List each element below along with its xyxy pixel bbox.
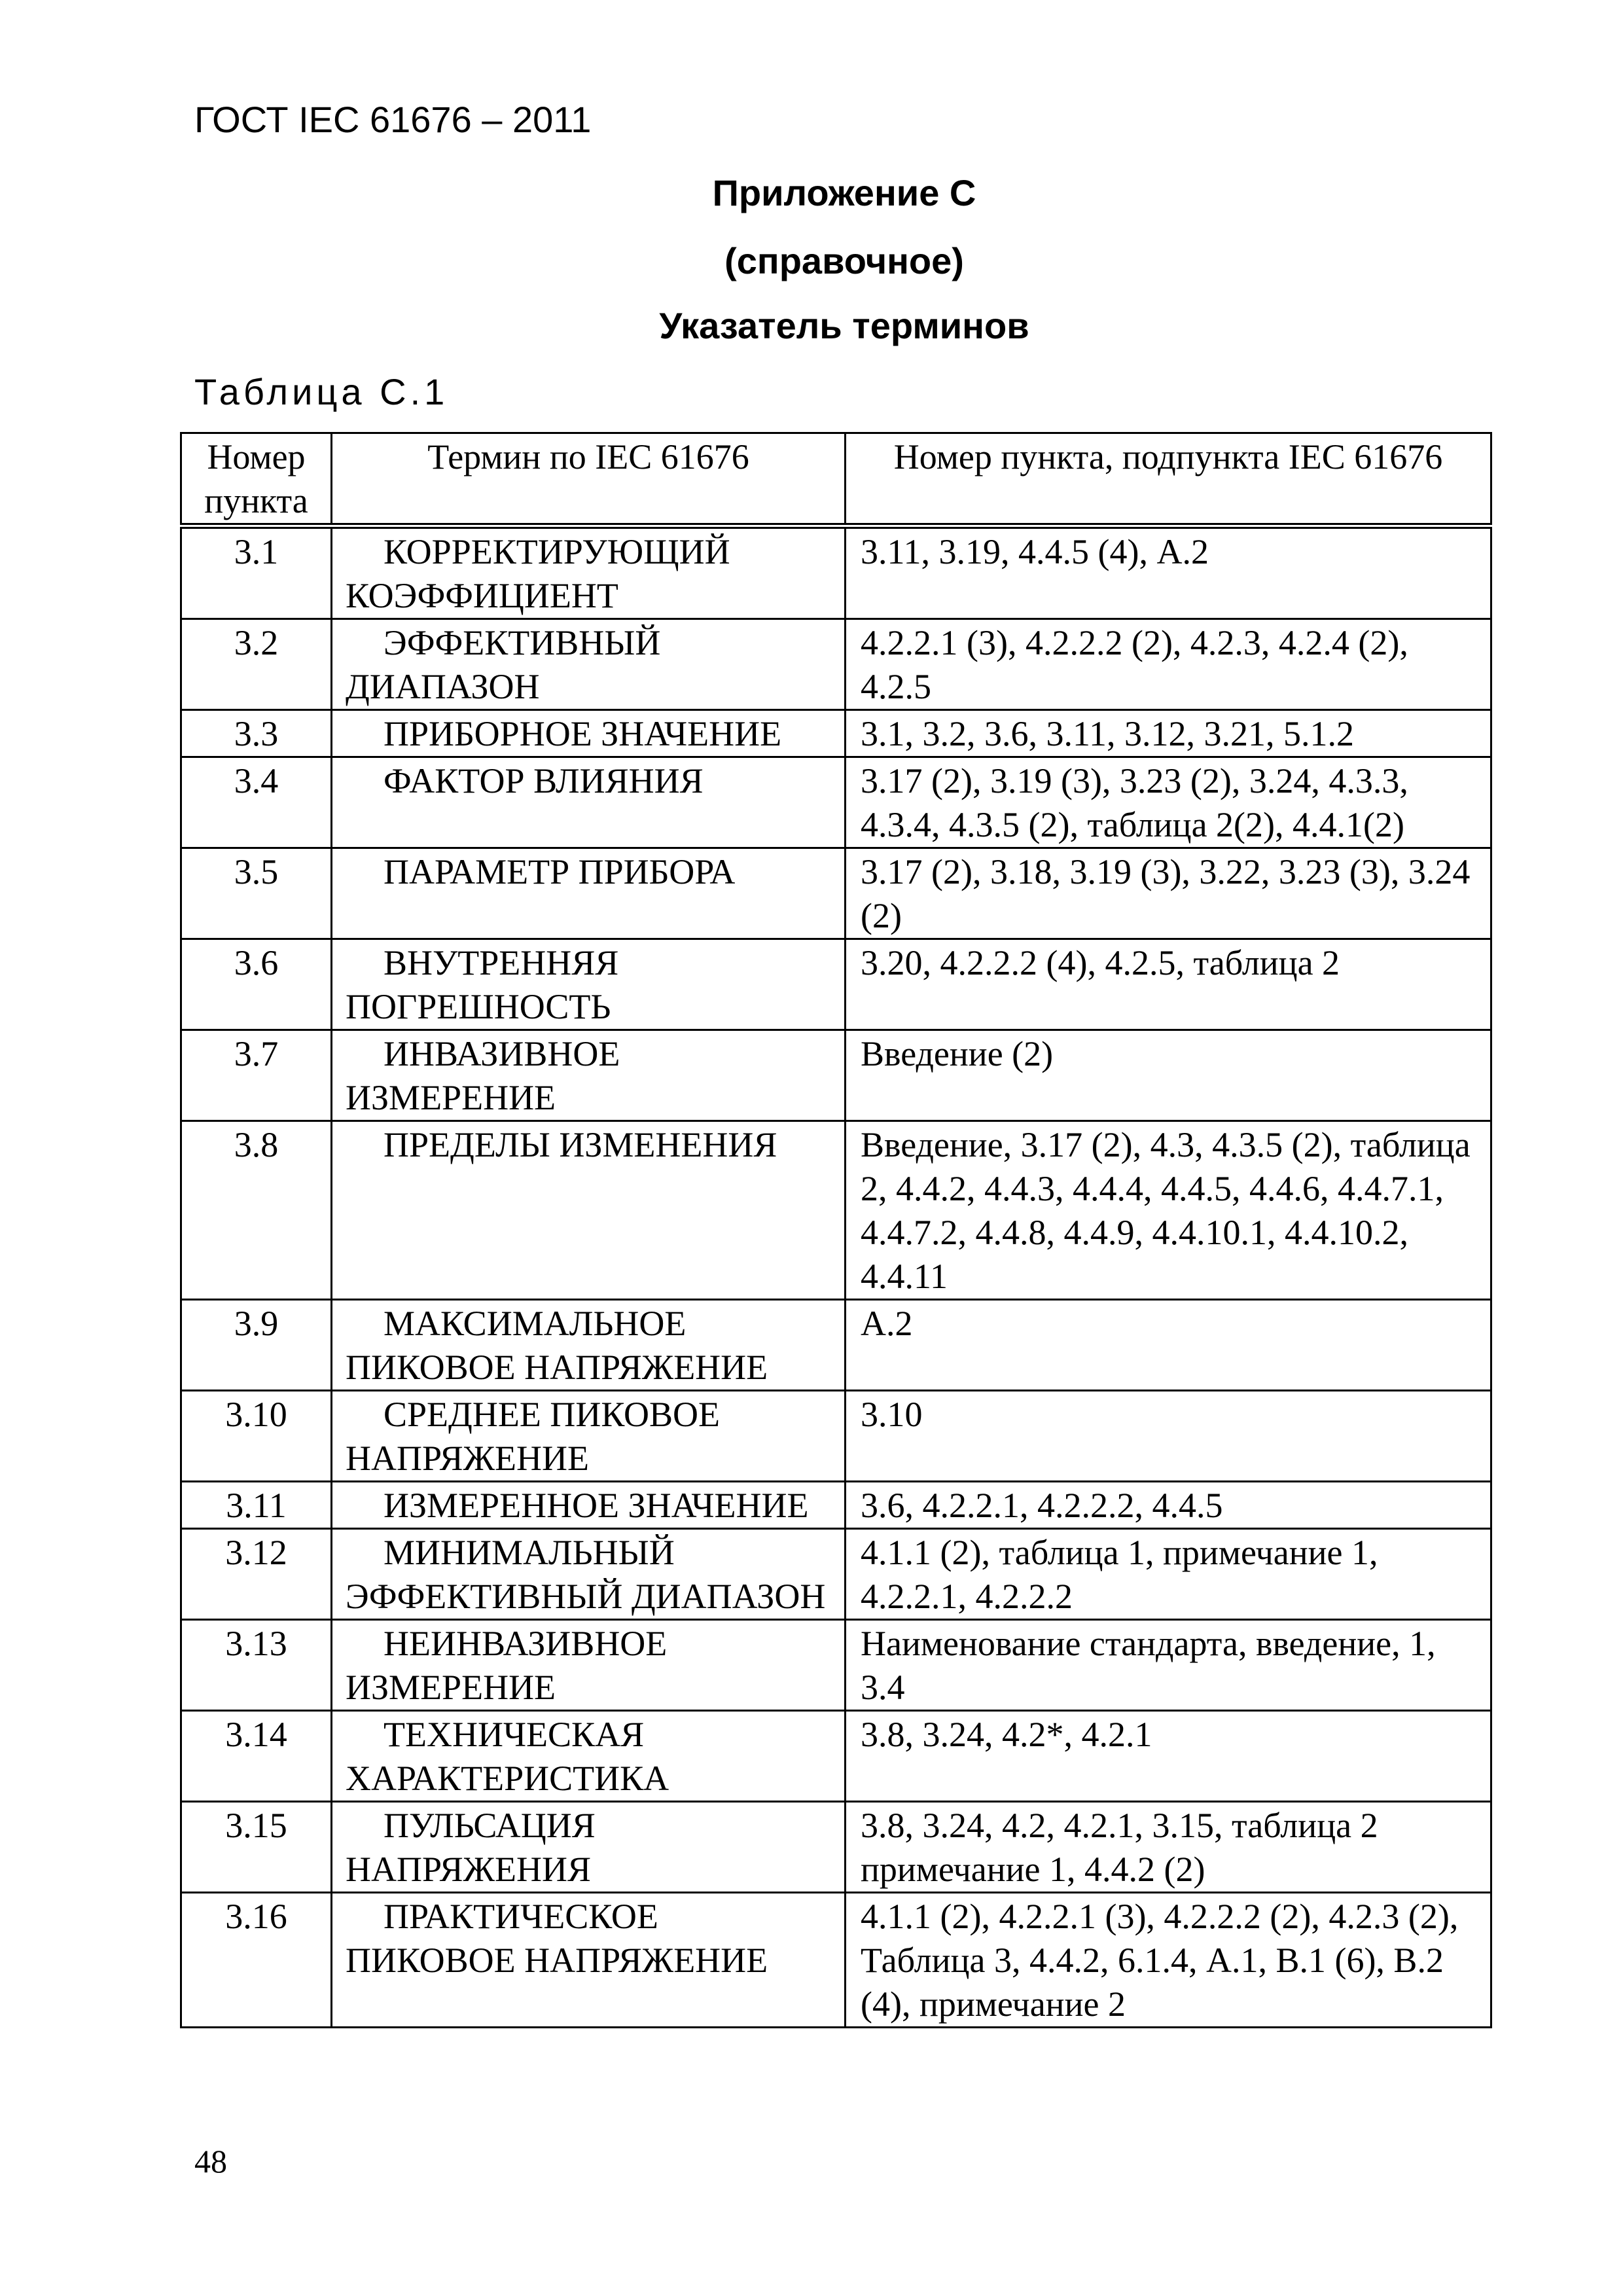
table-row bbox=[181, 1802, 1491, 1893]
table-row bbox=[181, 939, 1491, 1030]
term-references-cell: 4.2.2.1 (3), 4.2.2.2 (2), 4.2.3, 4.2.4 (2), 4.2.5 bbox=[846, 619, 1491, 710]
term-references-cell: 3.11, 3.19, 4.4.5 (4), А.2 bbox=[846, 526, 1491, 619]
term-number-cell: 3.5 bbox=[181, 848, 332, 939]
term-references-cell: 3.8, 3.24, 4.2, 4.2.1, 3.15, таблица 2 примечание 1, 4.4.2 (2) bbox=[846, 1802, 1491, 1893]
table-row bbox=[181, 1121, 1491, 1300]
table-row bbox=[181, 757, 1491, 848]
table-header-row bbox=[181, 433, 1491, 526]
table-row bbox=[181, 1391, 1491, 1482]
term-number-cell: 3.2 bbox=[181, 619, 332, 710]
page-number: 48 bbox=[194, 2143, 227, 2179]
term-number-cell: 3.9 bbox=[181, 1300, 332, 1391]
terms-index-table bbox=[180, 432, 1492, 2028]
term-number-cell: 3.7 bbox=[181, 1030, 332, 1121]
term-references-cell: 3.10 bbox=[846, 1391, 1491, 1482]
term-name-cell: ЭФФЕКТИВНЫЙ ДИАПАЗОН bbox=[332, 619, 846, 710]
term-name-cell: НЕИНВАЗИВНОЕ ИЗМЕРЕНИЕ bbox=[332, 1620, 846, 1711]
table-row bbox=[181, 1529, 1491, 1620]
term-number-cell: 3.13 bbox=[181, 1620, 332, 1711]
term-number-cell: 3.11 bbox=[181, 1482, 332, 1529]
standard-id: ГОСТ IEC 61676 – 2011 bbox=[194, 99, 592, 140]
term-references-cell: А.2 bbox=[846, 1300, 1491, 1391]
appendix-title: Приложение С bbox=[712, 172, 976, 213]
table-row bbox=[181, 1300, 1491, 1391]
term-number-cell: 3.6 bbox=[181, 939, 332, 1030]
table-row bbox=[181, 848, 1491, 939]
term-name-cell: ПУЛЬСАЦИЯ НАПРЯЖЕНИЯ bbox=[332, 1802, 846, 1893]
term-references-cell: 3.1, 3.2, 3.6, 3.11, 3.12, 3.21, 5.1.2 bbox=[846, 710, 1491, 757]
column-header-number: Номер пункта bbox=[181, 433, 332, 526]
term-references-cell: 4.1.1 (2), таблица 1, примечание 1, 4.2.2.1, 4.2.2.2 bbox=[846, 1529, 1491, 1620]
term-references-cell: Наименование стандарта, введение, 1, 3.4 bbox=[846, 1620, 1491, 1711]
term-number-cell: 3.4 bbox=[181, 757, 332, 848]
table-row bbox=[181, 1711, 1491, 1802]
term-name-cell: ИНВАЗИВНОЕ ИЗМЕРЕНИЕ bbox=[332, 1030, 846, 1121]
table-row bbox=[181, 1620, 1491, 1711]
table-row bbox=[181, 710, 1491, 757]
term-name-cell: ФАКТОР ВЛИЯНИЯ bbox=[332, 757, 846, 848]
term-number-cell: 3.8 bbox=[181, 1121, 332, 1300]
term-name-cell: МИНИМАЛЬНЫЙ ЭФФЕКТИВНЫЙ ДИАПАЗОН bbox=[332, 1529, 846, 1620]
table-row bbox=[181, 619, 1491, 710]
table-row bbox=[181, 526, 1491, 619]
term-name-cell: ИЗМЕРЕННОЕ ЗНАЧЕНИЕ bbox=[332, 1482, 846, 1529]
term-name-cell: ВНУТРЕННЯЯ ПОГРЕШНОСТЬ bbox=[332, 939, 846, 1030]
term-references-cell: 3.17 (2), 3.18, 3.19 (3), 3.22, 3.23 (3), 3.24 (2) bbox=[846, 848, 1491, 939]
table-row bbox=[181, 1893, 1491, 2028]
term-references-cell: Введение, 3.17 (2), 4.3, 4.3.5 (2), таблица 2, 4.4.2, 4.4.3, 4.4.4, 4.4.5, 4.4.6, 4.4.7.1, 4.4.7.2, 4.4.8, 4.4.9, 4.4.10.1, 4.4.10.2, 4.4.11 bbox=[846, 1121, 1491, 1300]
term-name-cell: ПРИБОРНОЕ ЗНАЧЕНИЕ bbox=[332, 710, 846, 757]
term-number-cell: 3.1 bbox=[181, 526, 332, 619]
term-name-cell: СРЕДНЕЕ ПИКОВОЕ НАПРЯЖЕНИЕ bbox=[332, 1391, 846, 1482]
term-number-cell: 3.12 bbox=[181, 1529, 332, 1620]
term-name-cell: ПРЕДЕЛЫ ИЗМЕНЕНИЯ bbox=[332, 1121, 846, 1300]
appendix-type: (справочное) bbox=[724, 240, 964, 281]
term-name-cell: ПРАКТИЧЕСКОЕ ПИКОВОЕ НАПРЯЖЕНИЕ bbox=[332, 1893, 846, 2028]
term-name-cell: ТЕХНИЧЕСКАЯ ХАРАКТЕРИСТИКА bbox=[332, 1711, 846, 1802]
term-references-cell: 3.6, 4.2.2.1, 4.2.2.2, 4.4.5 bbox=[846, 1482, 1491, 1529]
term-number-cell: 3.10 bbox=[181, 1391, 332, 1482]
table-header bbox=[181, 433, 1491, 526]
term-references-cell: 4.1.1 (2), 4.2.2.1 (3), 4.2.2.2 (2), 4.2.3 (2), Таблица 3, 4.4.2, 6.1.4, А.1, В.1 (6), В.2 (4), примечание 2 bbox=[846, 1893, 1491, 2028]
term-number-cell: 3.14 bbox=[181, 1711, 332, 1802]
term-references-cell: 3.17 (2), 3.19 (3), 3.23 (2), 3.24, 4.3.3, 4.3.4, 4.3.5 (2), таблица 2(2), 4.4.1(2) bbox=[846, 757, 1491, 848]
section-title: Указатель терминов bbox=[659, 305, 1029, 346]
term-number-cell: 3.3 bbox=[181, 710, 332, 757]
table-body bbox=[181, 526, 1491, 2028]
term-references-cell: 3.20, 4.2.2.2 (4), 4.2.5, таблица 2 bbox=[846, 939, 1491, 1030]
table-row bbox=[181, 1482, 1491, 1529]
term-references-cell: Введение (2) bbox=[846, 1030, 1491, 1121]
column-header-term: Термин по IEC 61676 bbox=[332, 433, 846, 526]
term-name-cell: МАКСИМАЛЬНОЕ ПИКОВОЕ НАПРЯЖЕНИЕ bbox=[332, 1300, 846, 1391]
table-row bbox=[181, 1030, 1491, 1121]
table-caption: Таблица С.1 bbox=[194, 371, 449, 412]
term-name-cell: КОРРЕКТИРУЮЩИЙ КОЭФФИЦИЕНТ bbox=[332, 526, 846, 619]
term-references-cell: 3.8, 3.24, 4.2*, 4.2.1 bbox=[846, 1711, 1491, 1802]
column-header-references: Номер пункта, подпункта IEC 61676 bbox=[846, 433, 1491, 526]
term-number-cell: 3.16 bbox=[181, 1893, 332, 2028]
term-number-cell: 3.15 bbox=[181, 1802, 332, 1893]
term-name-cell: ПАРАМЕТР ПРИБОРА bbox=[332, 848, 846, 939]
